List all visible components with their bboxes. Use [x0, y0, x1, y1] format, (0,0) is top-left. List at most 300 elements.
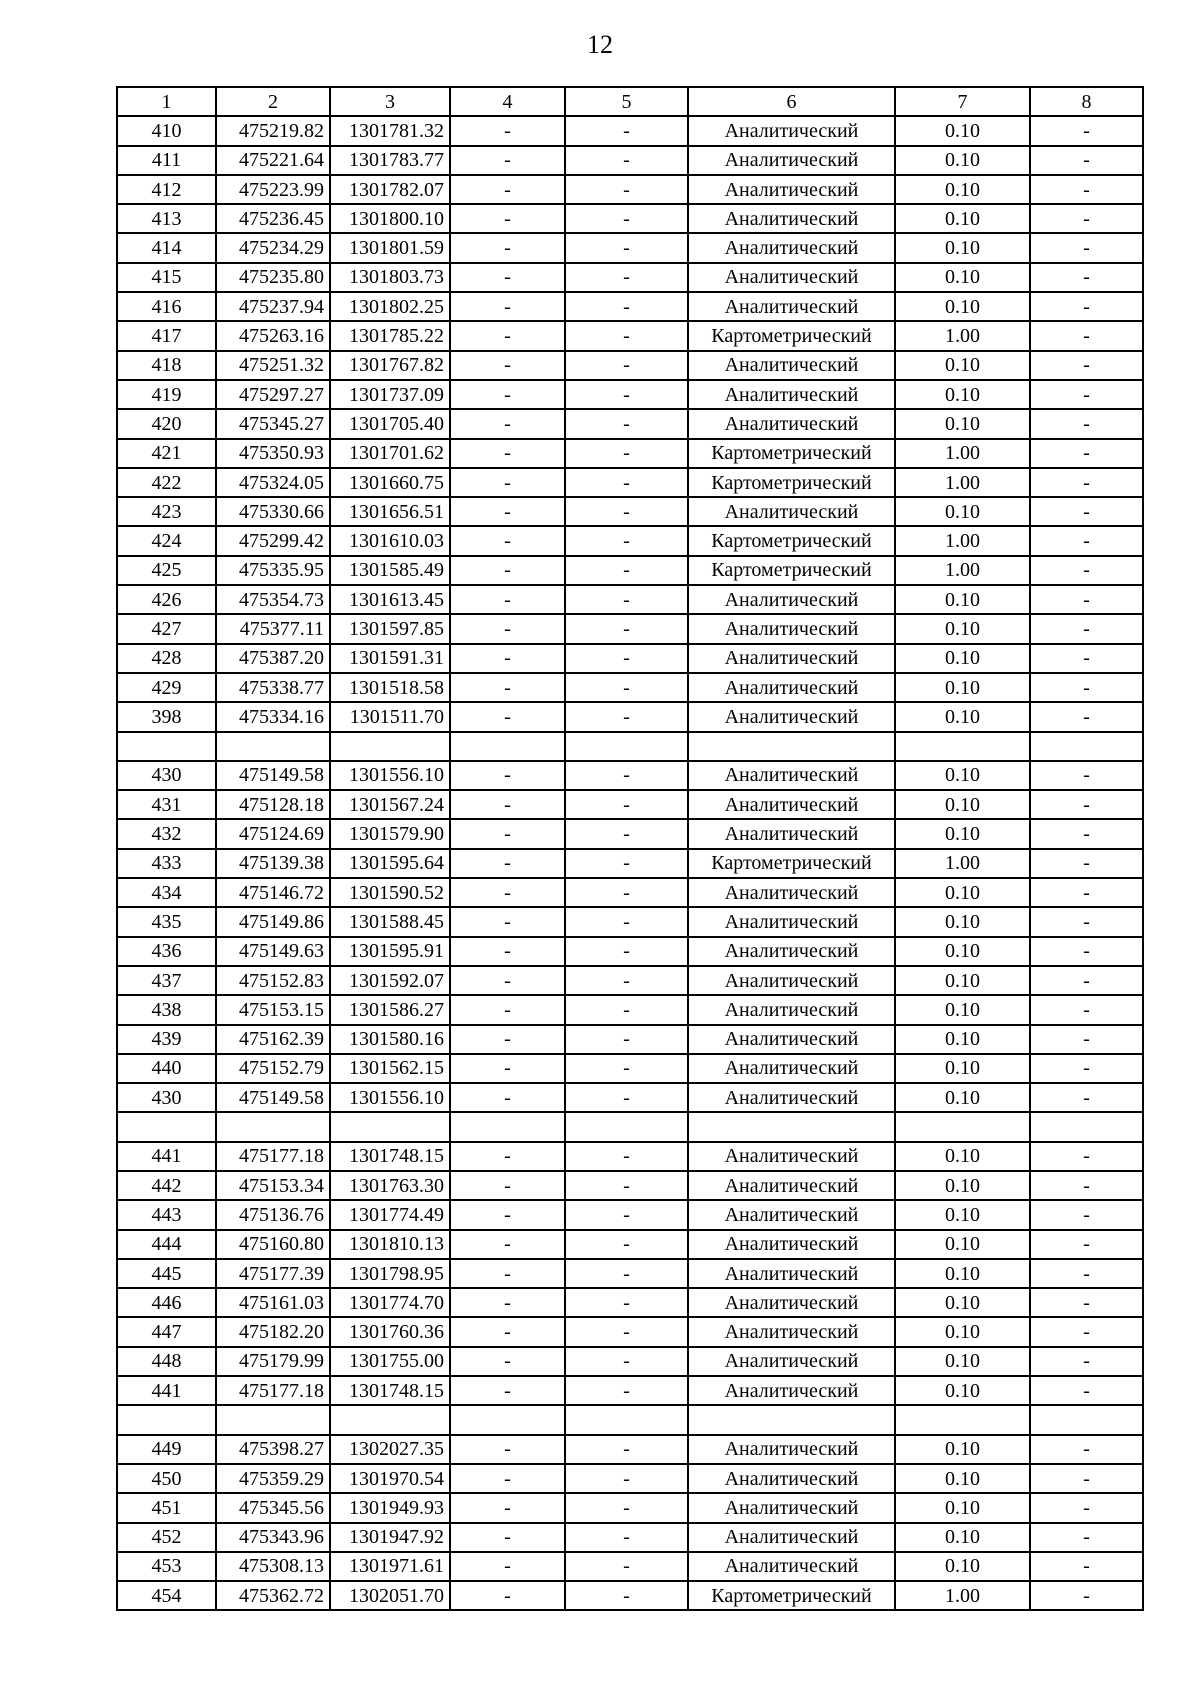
- cell-col-4: -: [450, 1083, 565, 1112]
- cell-col-3: 1301588.45: [330, 907, 450, 936]
- cell-col-3: 1301748.15: [330, 1142, 450, 1171]
- cell-col-5: -: [565, 1288, 688, 1317]
- cell-col-2: 475153.34: [216, 1171, 330, 1200]
- cell-col-3: 1301511.70: [330, 702, 450, 731]
- cell-col-5: -: [565, 409, 688, 438]
- cell-col-7: 0.10: [895, 614, 1030, 643]
- cell-col-8: -: [1030, 878, 1143, 907]
- table-row: [117, 907, 1143, 936]
- cell-col-8: -: [1030, 761, 1143, 790]
- cell-col-1: 414: [117, 233, 216, 262]
- cell-col-3: 1301774.70: [330, 1288, 450, 1317]
- cell-col-8: -: [1030, 175, 1143, 204]
- cell-col-5: -: [565, 878, 688, 907]
- cell-col-5: -: [565, 116, 688, 145]
- cell-col-8: -: [1030, 1288, 1143, 1317]
- cell-col-8: -: [1030, 1317, 1143, 1346]
- cell-col-1: 438: [117, 995, 216, 1024]
- cell-col-1: 432: [117, 819, 216, 848]
- cell-col-8: -: [1030, 116, 1143, 145]
- table-row: [117, 204, 1143, 233]
- cell-col-6: Аналитический: [688, 116, 895, 145]
- cell-col-3: 1301774.49: [330, 1200, 450, 1229]
- cell-col-1: 417: [117, 321, 216, 350]
- cell-col-7: 0.10: [895, 702, 1030, 731]
- cell-col-7: 0.10: [895, 146, 1030, 175]
- cell-col-8: -: [1030, 321, 1143, 350]
- table-row: [117, 321, 1143, 350]
- cell-col-4: -: [450, 673, 565, 702]
- cell-col-4: -: [450, 439, 565, 468]
- cell-col-6: Аналитический: [688, 146, 895, 175]
- cell-col-6: Аналитический: [688, 292, 895, 321]
- cell-col-3: [330, 1405, 450, 1434]
- cell-col-1: 446: [117, 1288, 216, 1317]
- cell-col-8: -: [1030, 1376, 1143, 1405]
- cell-col-1: [117, 1112, 216, 1141]
- cell-col-8: -: [1030, 380, 1143, 409]
- cell-col-1: [117, 1405, 216, 1434]
- cell-col-6: Аналитический: [688, 614, 895, 643]
- table-row: [117, 1581, 1143, 1610]
- column-header-4: 4: [450, 87, 565, 116]
- cell-col-5: -: [565, 1376, 688, 1405]
- table-row: [117, 1259, 1143, 1288]
- cell-col-8: -: [1030, 146, 1143, 175]
- cell-col-2: 475162.39: [216, 1025, 330, 1054]
- cell-col-3: [330, 1112, 450, 1141]
- cell-col-8: [1030, 732, 1143, 761]
- cell-col-2: 475345.27: [216, 409, 330, 438]
- cell-col-2: 475149.86: [216, 907, 330, 936]
- cell-col-2: 475177.18: [216, 1376, 330, 1405]
- table-row: [117, 1493, 1143, 1522]
- table-row: [117, 761, 1143, 790]
- table-row: [117, 937, 1143, 966]
- cell-col-8: -: [1030, 1230, 1143, 1259]
- cell-col-4: -: [450, 702, 565, 731]
- cell-col-6: Аналитический: [688, 790, 895, 819]
- cell-col-8: -: [1030, 292, 1143, 321]
- cell-col-6: Аналитический: [688, 1142, 895, 1171]
- cell-col-4: -: [450, 995, 565, 1024]
- cell-col-6: Аналитический: [688, 1552, 895, 1581]
- cell-col-1: 442: [117, 1171, 216, 1200]
- cell-col-5: -: [565, 1552, 688, 1581]
- cell-col-7: 0.10: [895, 995, 1030, 1024]
- column-header-2: 2: [216, 87, 330, 116]
- cell-col-4: [450, 1112, 565, 1141]
- cell-col-7: [895, 1112, 1030, 1141]
- column-header-5: 5: [565, 87, 688, 116]
- cell-col-8: -: [1030, 585, 1143, 614]
- table-row: [117, 614, 1143, 643]
- cell-col-2: 475362.72: [216, 1581, 330, 1610]
- cell-col-6: Аналитический: [688, 1523, 895, 1552]
- cell-col-1: 420: [117, 409, 216, 438]
- table-row: [117, 116, 1143, 145]
- cell-col-7: [895, 1405, 1030, 1434]
- cell-col-7: 0.10: [895, 1142, 1030, 1171]
- cell-col-5: -: [565, 790, 688, 819]
- cell-col-5: -: [565, 1142, 688, 1171]
- cell-col-3: 1301802.25: [330, 292, 450, 321]
- cell-col-2: 475161.03: [216, 1288, 330, 1317]
- table-row: [117, 1054, 1143, 1083]
- cell-col-5: [565, 732, 688, 761]
- table-row: [117, 292, 1143, 321]
- cell-col-4: -: [450, 1259, 565, 1288]
- cell-col-1: 447: [117, 1317, 216, 1346]
- cell-col-7: 0.10: [895, 116, 1030, 145]
- cell-col-2: 475330.66: [216, 497, 330, 526]
- cell-col-3: 1301595.91: [330, 937, 450, 966]
- cell-col-4: -: [450, 1317, 565, 1346]
- cell-col-1: 411: [117, 146, 216, 175]
- cell-col-7: 0.10: [895, 1376, 1030, 1405]
- cell-col-3: 1301748.15: [330, 1376, 450, 1405]
- cell-col-8: -: [1030, 1142, 1143, 1171]
- cell-col-7: 0.10: [895, 1523, 1030, 1552]
- cell-col-5: -: [565, 292, 688, 321]
- cell-col-4: -: [450, 790, 565, 819]
- cell-col-6: Картометрический: [688, 1581, 895, 1610]
- cell-col-2: 475335.95: [216, 556, 330, 585]
- cell-col-3: 1301597.85: [330, 614, 450, 643]
- table-row: [117, 526, 1143, 555]
- cell-col-7: 0.10: [895, 1200, 1030, 1229]
- coordinates-table: [116, 86, 1144, 1611]
- cell-col-8: -: [1030, 673, 1143, 702]
- cell-col-5: -: [565, 233, 688, 262]
- cell-col-6: Аналитический: [688, 380, 895, 409]
- cell-col-1: 441: [117, 1376, 216, 1405]
- table-row: [117, 644, 1143, 673]
- cell-col-6: Аналитический: [688, 233, 895, 262]
- cell-col-5: -: [565, 585, 688, 614]
- cell-col-5: -: [565, 761, 688, 790]
- table-row: [117, 1317, 1143, 1346]
- cell-col-3: 1301592.07: [330, 966, 450, 995]
- cell-col-8: [1030, 1112, 1143, 1141]
- cell-col-8: -: [1030, 1435, 1143, 1464]
- cell-col-2: 475235.80: [216, 263, 330, 292]
- table-row: [117, 497, 1143, 526]
- cell-col-3: 1301595.64: [330, 849, 450, 878]
- table-row: [117, 263, 1143, 292]
- table-row: [117, 233, 1143, 262]
- cell-col-6: Аналитический: [688, 1171, 895, 1200]
- table-row: [117, 1347, 1143, 1376]
- cell-col-1: 441: [117, 1142, 216, 1171]
- cell-col-1: 453: [117, 1552, 216, 1581]
- cell-col-3: 1302027.35: [330, 1435, 450, 1464]
- cell-col-4: [450, 1405, 565, 1434]
- table-row: [117, 585, 1143, 614]
- table-row: [117, 1230, 1143, 1259]
- cell-col-4: -: [450, 849, 565, 878]
- cell-col-6: Аналитический: [688, 263, 895, 292]
- cell-col-1: 435: [117, 907, 216, 936]
- cell-col-2: 475146.72: [216, 878, 330, 907]
- cell-col-1: 433: [117, 849, 216, 878]
- cell-col-1: 436: [117, 937, 216, 966]
- cell-col-8: -: [1030, 409, 1143, 438]
- cell-col-1: 423: [117, 497, 216, 526]
- cell-col-5: -: [565, 1083, 688, 1112]
- cell-col-8: -: [1030, 1259, 1143, 1288]
- cell-col-7: 0.10: [895, 1493, 1030, 1522]
- cell-col-1: 437: [117, 966, 216, 995]
- cell-col-8: -: [1030, 1347, 1143, 1376]
- table-row: [117, 878, 1143, 907]
- cell-col-5: -: [565, 1317, 688, 1346]
- cell-col-3: 1301755.00: [330, 1347, 450, 1376]
- table-row: [117, 995, 1143, 1024]
- cell-col-1: 418: [117, 351, 216, 380]
- cell-col-7: 0.10: [895, 1317, 1030, 1346]
- cell-col-2: 475149.63: [216, 937, 330, 966]
- table-row: [117, 351, 1143, 380]
- cell-col-3: 1301562.15: [330, 1054, 450, 1083]
- cell-col-6: Аналитический: [688, 1200, 895, 1229]
- cell-col-4: -: [450, 1171, 565, 1200]
- cell-col-1: 427: [117, 614, 216, 643]
- cell-col-4: -: [450, 380, 565, 409]
- cell-col-7: 0.10: [895, 1259, 1030, 1288]
- cell-col-4: -: [450, 1435, 565, 1464]
- cell-col-6: Аналитический: [688, 1259, 895, 1288]
- cell-col-7: 0.10: [895, 1552, 1030, 1581]
- cell-col-7: 0.10: [895, 1435, 1030, 1464]
- cell-col-7: 1.00: [895, 556, 1030, 585]
- cell-col-4: -: [450, 585, 565, 614]
- cell-col-5: -: [565, 644, 688, 673]
- cell-col-6: [688, 1405, 895, 1434]
- cell-col-4: -: [450, 263, 565, 292]
- cell-col-6: Аналитический: [688, 1083, 895, 1112]
- cell-col-5: -: [565, 146, 688, 175]
- cell-col-8: -: [1030, 966, 1143, 995]
- cell-col-3: 1301785.22: [330, 321, 450, 350]
- cell-col-6: Аналитический: [688, 907, 895, 936]
- cell-col-4: -: [450, 1230, 565, 1259]
- cell-col-2: 475236.45: [216, 204, 330, 233]
- cell-col-5: -: [565, 995, 688, 1024]
- cell-col-8: -: [1030, 1200, 1143, 1229]
- cell-col-3: 1301613.45: [330, 585, 450, 614]
- cell-col-7: 1.00: [895, 321, 1030, 350]
- cell-col-8: -: [1030, 644, 1143, 673]
- table-row: [117, 409, 1143, 438]
- cell-col-5: -: [565, 468, 688, 497]
- table-row: [117, 1464, 1143, 1493]
- cell-col-4: -: [450, 966, 565, 995]
- cell-col-2: 475179.99: [216, 1347, 330, 1376]
- cell-col-5: -: [565, 1347, 688, 1376]
- cell-col-6: [688, 732, 895, 761]
- cell-col-5: -: [565, 175, 688, 204]
- cell-col-8: -: [1030, 1171, 1143, 1200]
- cell-col-2: 475182.20: [216, 1317, 330, 1346]
- cell-col-4: -: [450, 526, 565, 555]
- cell-col-7: 0.10: [895, 409, 1030, 438]
- cell-col-3: 1301590.52: [330, 878, 450, 907]
- cell-col-5: -: [565, 1435, 688, 1464]
- cell-col-6: Аналитический: [688, 409, 895, 438]
- cell-col-5: [565, 1112, 688, 1141]
- cell-col-4: -: [450, 1142, 565, 1171]
- cell-col-5: -: [565, 1259, 688, 1288]
- cell-col-4: -: [450, 1288, 565, 1317]
- cell-col-7: 0.10: [895, 204, 1030, 233]
- cell-col-6: Картометрический: [688, 849, 895, 878]
- column-header-1: 1: [117, 87, 216, 116]
- cell-col-1: 428: [117, 644, 216, 673]
- separator-row: [117, 1405, 1143, 1434]
- page-number: 12: [587, 30, 613, 59]
- cell-col-1: 444: [117, 1230, 216, 1259]
- cell-col-4: -: [450, 1523, 565, 1552]
- cell-col-3: 1301656.51: [330, 497, 450, 526]
- cell-col-6: Аналитический: [688, 1464, 895, 1493]
- cell-col-5: -: [565, 351, 688, 380]
- cell-col-1: 430: [117, 1083, 216, 1112]
- table-row: [117, 1376, 1143, 1405]
- cell-col-8: -: [1030, 702, 1143, 731]
- cell-col-1: 424: [117, 526, 216, 555]
- cell-col-4: [450, 732, 565, 761]
- column-header-6: 6: [688, 87, 895, 116]
- cell-col-8: -: [1030, 263, 1143, 292]
- cell-col-4: -: [450, 937, 565, 966]
- cell-col-5: -: [565, 1171, 688, 1200]
- cell-col-1: 398: [117, 702, 216, 731]
- cell-col-2: 475149.58: [216, 761, 330, 790]
- cell-col-4: -: [450, 1464, 565, 1493]
- cell-col-7: 0.10: [895, 1054, 1030, 1083]
- cell-col-6: Аналитический: [688, 1317, 895, 1346]
- cell-col-6: Аналитический: [688, 644, 895, 673]
- table-row: [117, 702, 1143, 731]
- cell-col-1: 439: [117, 1025, 216, 1054]
- cell-col-5: -: [565, 819, 688, 848]
- cell-col-2: 475345.56: [216, 1493, 330, 1522]
- cell-col-2: 475177.39: [216, 1259, 330, 1288]
- cell-col-4: -: [450, 1054, 565, 1083]
- cell-col-8: -: [1030, 233, 1143, 262]
- table-row: [117, 1288, 1143, 1317]
- cell-col-2: 475223.99: [216, 175, 330, 204]
- cell-col-2: 475234.29: [216, 233, 330, 262]
- cell-col-5: -: [565, 380, 688, 409]
- cell-col-6: Аналитический: [688, 937, 895, 966]
- cell-col-6: Аналитический: [688, 878, 895, 907]
- separator-row: [117, 732, 1143, 761]
- cell-col-5: -: [565, 1523, 688, 1552]
- cell-col-6: Аналитический: [688, 673, 895, 702]
- cell-col-8: -: [1030, 439, 1143, 468]
- cell-col-6: Картометрический: [688, 526, 895, 555]
- cell-col-5: -: [565, 556, 688, 585]
- cell-col-1: 413: [117, 204, 216, 233]
- cell-col-1: 410: [117, 116, 216, 145]
- cell-col-3: 1301567.24: [330, 790, 450, 819]
- cell-col-7: 0.10: [895, 1288, 1030, 1317]
- cell-col-5: -: [565, 439, 688, 468]
- cell-col-5: -: [565, 702, 688, 731]
- table-row: [117, 1083, 1143, 1112]
- cell-col-7: 0.10: [895, 1347, 1030, 1376]
- cell-col-8: -: [1030, 995, 1143, 1024]
- cell-col-4: -: [450, 1376, 565, 1405]
- cell-col-1: 429: [117, 673, 216, 702]
- cell-col-6: Аналитический: [688, 995, 895, 1024]
- cell-col-2: 475124.69: [216, 819, 330, 848]
- table-row: [117, 146, 1143, 175]
- cell-col-3: 1301803.73: [330, 263, 450, 292]
- cell-col-8: -: [1030, 497, 1143, 526]
- cell-col-6: Картометрический: [688, 556, 895, 585]
- cell-col-7: 0.10: [895, 761, 1030, 790]
- cell-col-4: -: [450, 1552, 565, 1581]
- cell-col-2: 475237.94: [216, 292, 330, 321]
- cell-col-6: Аналитический: [688, 204, 895, 233]
- cell-col-4: -: [450, 878, 565, 907]
- cell-col-8: -: [1030, 468, 1143, 497]
- cell-col-2: 475297.27: [216, 380, 330, 409]
- cell-col-1: 426: [117, 585, 216, 614]
- cell-col-3: 1301737.09: [330, 380, 450, 409]
- cell-col-5: -: [565, 321, 688, 350]
- cell-col-3: 1301947.92: [330, 1523, 450, 1552]
- cell-col-7: 0.10: [895, 937, 1030, 966]
- table-row: [117, 556, 1143, 585]
- cell-col-2: 475263.16: [216, 321, 330, 350]
- cell-col-7: 0.10: [895, 263, 1030, 292]
- cell-col-4: -: [450, 644, 565, 673]
- cell-col-3: 1301701.62: [330, 439, 450, 468]
- cell-col-1: 419: [117, 380, 216, 409]
- cell-col-3: 1301798.95: [330, 1259, 450, 1288]
- cell-col-7: 0.10: [895, 175, 1030, 204]
- cell-col-7: 0.10: [895, 497, 1030, 526]
- cell-col-6: Картометрический: [688, 439, 895, 468]
- cell-col-7: 0.10: [895, 790, 1030, 819]
- cell-col-5: -: [565, 966, 688, 995]
- cell-col-8: -: [1030, 1552, 1143, 1581]
- cell-col-2: 475324.05: [216, 468, 330, 497]
- cell-col-4: -: [450, 1025, 565, 1054]
- cell-col-3: 1301971.61: [330, 1552, 450, 1581]
- cell-col-6: Аналитический: [688, 1230, 895, 1259]
- cell-col-3: 1301580.16: [330, 1025, 450, 1054]
- cell-col-8: -: [1030, 1054, 1143, 1083]
- cell-col-2: 475354.73: [216, 585, 330, 614]
- cell-col-1: 452: [117, 1523, 216, 1552]
- cell-col-1: 445: [117, 1259, 216, 1288]
- cell-col-2: 475334.16: [216, 702, 330, 731]
- cell-col-4: -: [450, 556, 565, 585]
- cell-col-1: 431: [117, 790, 216, 819]
- cell-col-5: -: [565, 1493, 688, 1522]
- cell-col-6: Аналитический: [688, 1347, 895, 1376]
- cell-col-1: 443: [117, 1200, 216, 1229]
- cell-col-2: 475128.18: [216, 790, 330, 819]
- table-row: [117, 790, 1143, 819]
- cell-col-2: 475221.64: [216, 146, 330, 175]
- cell-col-1: 454: [117, 1581, 216, 1610]
